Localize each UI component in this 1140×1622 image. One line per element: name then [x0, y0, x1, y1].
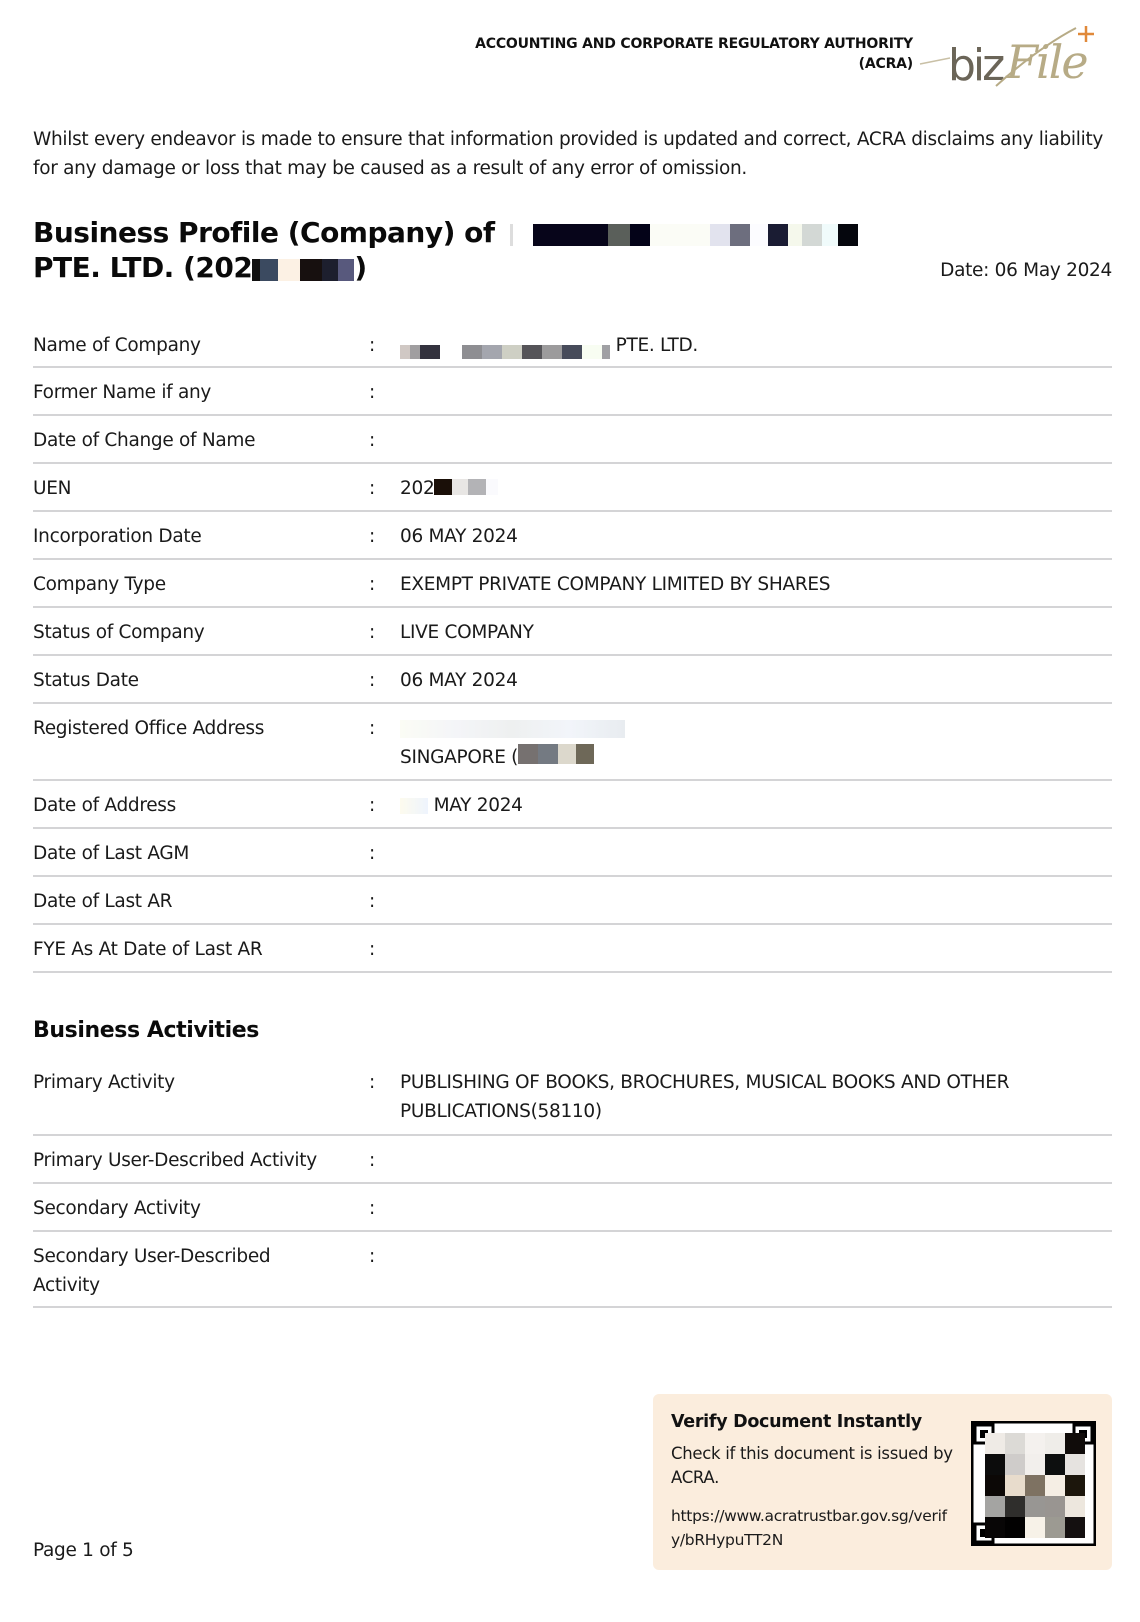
field-label: Name of Company	[33, 335, 201, 356]
table-row	[33, 464, 1112, 512]
table-row	[33, 704, 1112, 781]
table-row	[33, 1184, 1112, 1232]
field-label: Date of Last AGM	[33, 843, 190, 864]
qr-code-icon[interactable]	[971, 1421, 1096, 1546]
table-row	[33, 1232, 1112, 1308]
redacted-day	[400, 798, 428, 814]
colon-separator: :	[369, 574, 375, 595]
table-row	[33, 331, 1112, 368]
table-row	[33, 925, 1112, 973]
redacted-address-line1	[400, 714, 1100, 743]
field-value: SINGAPORE (	[400, 714, 1100, 773]
field-label: Secondary Activity	[33, 1198, 201, 1219]
field-label: FYE As At Date of Last AR	[33, 939, 263, 960]
field-label: UEN	[33, 478, 72, 499]
colon-separator: :	[369, 478, 375, 499]
verify-title: Verify Document Instantly	[671, 1412, 922, 1432]
company-details-table	[33, 331, 1112, 973]
colon-separator: :	[369, 335, 375, 356]
colon-separator: :	[369, 1150, 375, 1171]
table-row	[33, 829, 1112, 877]
field-label: Status of Company	[33, 622, 205, 643]
field-value: MAY 2024	[400, 791, 1100, 820]
colon-separator: :	[369, 622, 375, 643]
colon-separator: :	[369, 1246, 375, 1267]
field-label: Company Type	[33, 574, 166, 595]
field-label: Primary Activity	[33, 1072, 175, 1093]
colon-separator: :	[369, 939, 375, 960]
field-label: Secondary User-Described Activity	[33, 1246, 271, 1296]
field-label: Primary User-Described Activity	[33, 1150, 317, 1171]
field-value: 06 MAY 2024	[400, 526, 518, 547]
field-value: 202	[400, 474, 1100, 504]
page-title	[33, 216, 858, 286]
field-label: Registered Office Address	[33, 718, 265, 739]
section-title-business-activities: Business Activities	[33, 1018, 259, 1043]
redacted-uen	[252, 252, 354, 286]
field-label: Date of Address	[33, 795, 176, 816]
colon-separator: :	[369, 795, 375, 816]
field-label: Incorporation Date	[33, 526, 202, 547]
svg-text:biz: biz	[948, 40, 1003, 91]
disclaimer-text: Whilst every endeavor is made to ensure that information provided is updated and correct, ACRA disclaims any liability for any damage or loss that may be caused as a result of any error of omission.	[33, 129, 1104, 179]
colon-separator: :	[369, 1072, 375, 1093]
table-row	[33, 560, 1112, 608]
colon-separator: :	[369, 718, 375, 739]
table-row	[33, 416, 1112, 464]
table-row	[33, 1068, 1112, 1136]
verify-document-box	[653, 1394, 1112, 1570]
field-value: 06 MAY 2024	[400, 670, 518, 691]
redacted-uen-value	[434, 475, 498, 504]
colon-separator: :	[369, 1198, 375, 1219]
table-row	[33, 1136, 1112, 1184]
colon-separator: :	[369, 430, 375, 451]
field-value: LIVE COMPANY	[400, 622, 534, 643]
field-value: EXEMPT PRIVATE COMPANY LIMITED BY SHARES	[400, 574, 831, 595]
table-row	[33, 368, 1112, 416]
bizfile-logo-icon	[918, 18, 1108, 93]
colon-separator: :	[369, 382, 375, 403]
document-date: Date: 06 May 2024	[940, 260, 1112, 281]
title-prefix: Business Profile (Company) of	[33, 216, 495, 249]
table-row	[33, 608, 1112, 656]
title-line2-prefix: PTE. LTD. (202	[33, 251, 253, 284]
redacted-postal-code	[518, 744, 594, 773]
verify-url-link[interactable]: https://www.acratrustbar.gov.sg/verify/bRHypuTT2N	[671, 1507, 947, 1549]
table-row	[33, 656, 1112, 704]
svg-text:File: File	[1006, 35, 1087, 89]
authority-name: ACCOUNTING AND CORPORATE REGULATORY AUTHORITY	[475, 36, 913, 52]
field-label: Status Date	[33, 670, 139, 691]
table-row	[33, 512, 1112, 560]
business-activities-table	[33, 1068, 1112, 1308]
redacted-company-name	[510, 217, 858, 251]
colon-separator: :	[369, 843, 375, 864]
page-number: Page 1 of 5	[33, 1540, 134, 1561]
authority-abbrev: (ACRA)	[858, 56, 913, 72]
table-row	[33, 877, 1112, 925]
redacted-name	[400, 339, 610, 353]
colon-separator: :	[369, 526, 375, 547]
verify-description: Check if this document is issued by ACRA.	[671, 1444, 953, 1487]
field-value: PUBLISHING OF BOOKS, BROCHURES, MUSICAL BOOKS AND OTHER PUBLICATIONS(58110)	[400, 1072, 1010, 1122]
authority-header	[475, 34, 913, 74]
title-line2-suffix: )	[354, 251, 367, 284]
colon-separator: :	[369, 670, 375, 691]
colon-separator: :	[369, 891, 375, 912]
field-label: Former Name if any	[33, 382, 212, 403]
field-label: Date of Change of Name	[33, 430, 256, 451]
table-row	[33, 781, 1112, 829]
field-value: PTE. LTD.	[400, 331, 1100, 360]
field-label: Date of Last AR	[33, 891, 173, 912]
